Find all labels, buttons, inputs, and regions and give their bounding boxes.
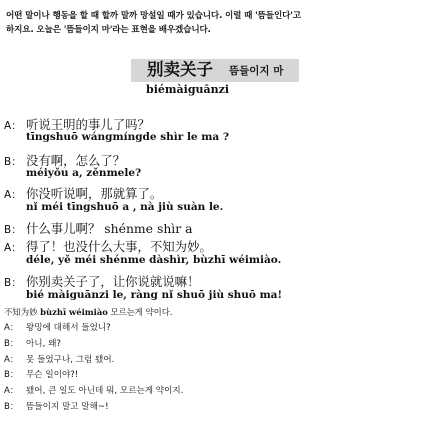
vocab-note: [4, 306, 172, 318]
dialogue-pinyin-5: déle, yě méi shénme dàshìr, bùzhī wéimiào.: [26, 254, 282, 266]
dialogue-pinyin-2: méiyǒu a, zěnmele?: [26, 167, 142, 179]
speaker-label: B：: [4, 370, 19, 380]
dialogue-chinese: 得了！也没什么大事，不知为妙。: [26, 239, 212, 254]
translation-text: 못 들었구나, 그럼 됐어.: [26, 355, 115, 365]
translation-text: 왕밍에 대해서 들었니?: [26, 323, 111, 333]
title-chinese: 别卖关子: [147, 60, 213, 79]
speaker-label: A：: [4, 323, 19, 333]
speaker-label: A：: [4, 355, 19, 365]
translation-line-4: [4, 369, 78, 381]
title-pinyin: biémàiguānzi: [146, 83, 230, 96]
speaker-label: A：: [4, 189, 22, 201]
dialogue-chinese: 没有啊，怎么了？: [26, 153, 126, 168]
translation-line-2: [4, 338, 61, 350]
speaker-label: B：: [4, 402, 19, 412]
speaker-label: A：: [4, 120, 22, 132]
dialogue-chinese: 你别卖关子了，让你说就说嘛！: [26, 274, 200, 289]
speaker-label: A：: [4, 386, 19, 396]
speaker-label: B：: [4, 156, 22, 168]
dialogue-chinese: 什么事儿啊？ shénme shìr a: [26, 221, 193, 236]
translation-line-3: [4, 354, 114, 366]
speaker-label: A：: [4, 242, 22, 254]
translation-line-5: [4, 385, 183, 397]
translation-text: 아니, 왜?: [26, 339, 61, 349]
dialogue-line-4: [4, 218, 193, 237]
intro-line-1: 어떤 말이나 행동을 할 때 할까 말까 망설일 때가 있습니다. 이럴 때 '뜸들인다'고: [6, 11, 301, 21]
note-pinyin: bùzhī wéimiào: [40, 307, 108, 317]
dialogue-chinese: 听说王明的事儿了吗？: [26, 117, 150, 132]
intro-paragraph: [6, 9, 424, 37]
note-meaning: 모르는게 약이다.: [110, 307, 173, 317]
title-korean: 뜸들이지 마: [229, 65, 284, 77]
intro-line-2: 하지요. 오늘은 '뜸들이지 마'라는 표현을 배우겠습니다.: [6, 25, 211, 35]
translation-line-1: [4, 322, 111, 334]
dialogue-pinyin-1: tīngshuō wángmíngde shìr le ma ?: [26, 131, 229, 143]
translation-text: 됐어, 큰 일도 아닌데 뭐, 모르는게 약이지.: [26, 386, 184, 396]
translation-line-6: [4, 401, 109, 413]
translation-text: 뜸들이지 말고 말해~!: [26, 402, 109, 412]
speaker-label: B：: [4, 277, 22, 289]
note-term: 不知为妙: [4, 307, 38, 317]
speaker-label: B：: [4, 339, 19, 349]
dialogue-pinyin-3: nǐ méi tīngshuō a , nà jiù suàn le.: [26, 201, 224, 213]
dialogue-pinyin-6: bié màiguānzi le, ràng nǐ shuō jiù shuō ma!: [26, 289, 283, 301]
dialogue-chinese: 你没听说啊，那就算了。: [26, 186, 163, 201]
translation-text: 무슨 일이야?!: [26, 370, 79, 380]
speaker-label: B：: [4, 224, 22, 236]
